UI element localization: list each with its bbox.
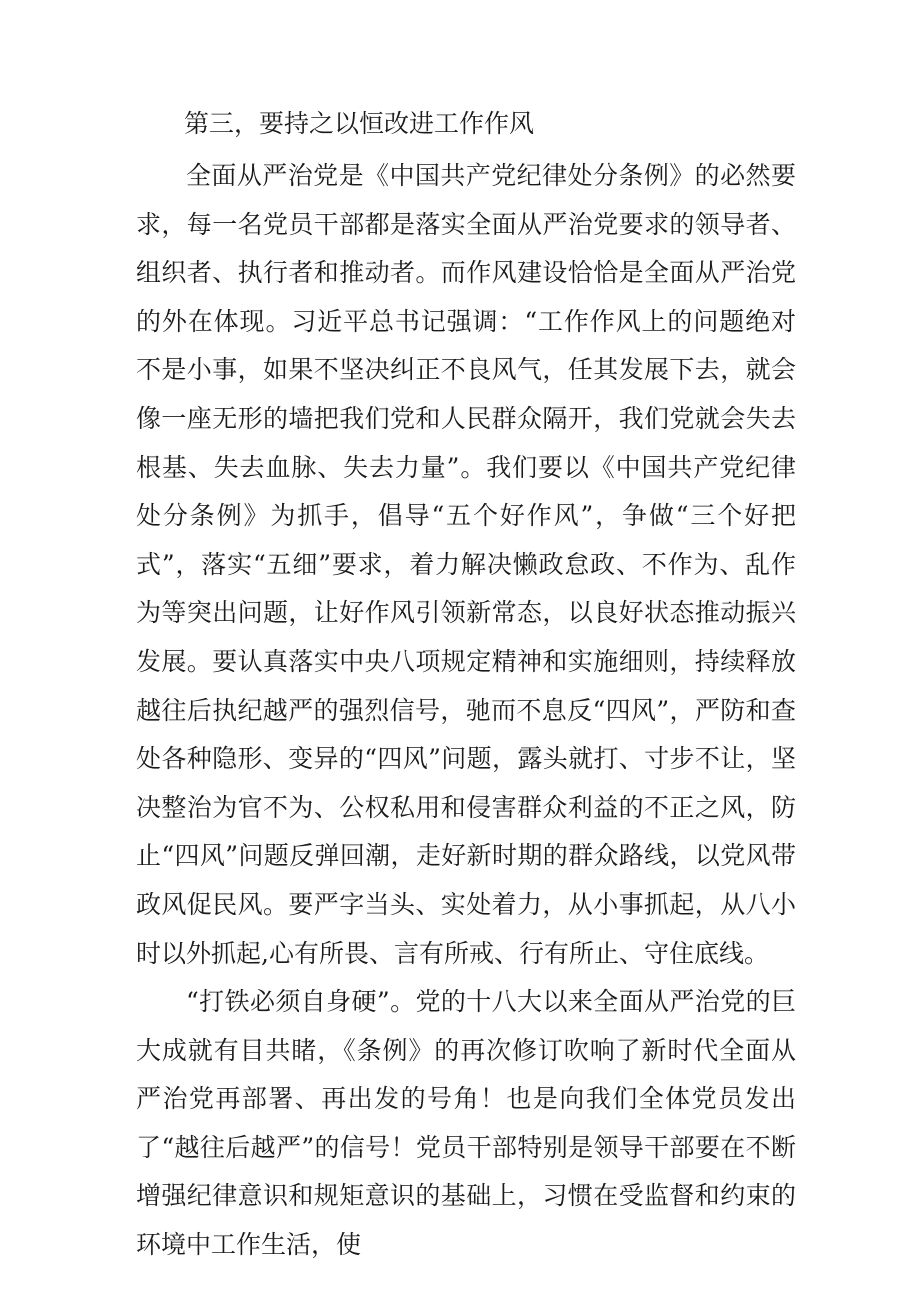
section-heading: 第三，要持之以恒改进工作作风 (184, 109, 535, 138)
document-body (136, 98, 796, 1270)
paragraph: “打铁必须自身硬”。党的十八大以来全面从严治党的巨大成就有目共睹，《条例》的再次修订吹响了新时代全面从严治党再部署、再出发的号角！也是向我们全体党员发出了“越往后越严”的信号！党员干部特别是领导干部要在不断增强纪律意识和规矩意识的基础上，习惯在受监督和约束的环境中工作生活，使 (136, 987, 796, 1260)
paragraph: 全面从严治党是《中国共产党纪律处分条例》的必然要求，每一名党员干部都是落实全面从严治党要求的领导者、组织者、执行者和推动者。而作风建设恰恰是全面从严治党的外在体现。习近平总书记强调：“工作作风上的问题绝对不是小事，如果不坚决纠正不良风气，任其发展下去，就会像一座无形的墙把我们党和人民群众隔开，我们党就会失去根基、失去血脉、失去力量”。我们要以《中国共产党纪律处分条例》为抓手，倡导“五个好作风”，争做“三个好把式”，落实“五细”要求，着力解决懒政怠政、不作为、乱作为等突出问题，让好作风引领新常态，以良好状态推动振兴发展。要认真落实中央八项规定精神和实施细则，持续释放越往后执纪越严的强烈信号，驰而不息反“四风”，严防和查处各种隐形、变异的“四风”问题，露头就打、寸步不让，坚决整治为官不为、公权私用和侵害群众利益的不正之风，防止“四风”问题反弹回潮，走好新时期的群众路线，以党风带政风促民风。要严字当头、实处着力，从小事抓起，从八小时以外抓起,心有所畏、言有所戒、行有所止、守住底线。 (136, 161, 796, 968)
